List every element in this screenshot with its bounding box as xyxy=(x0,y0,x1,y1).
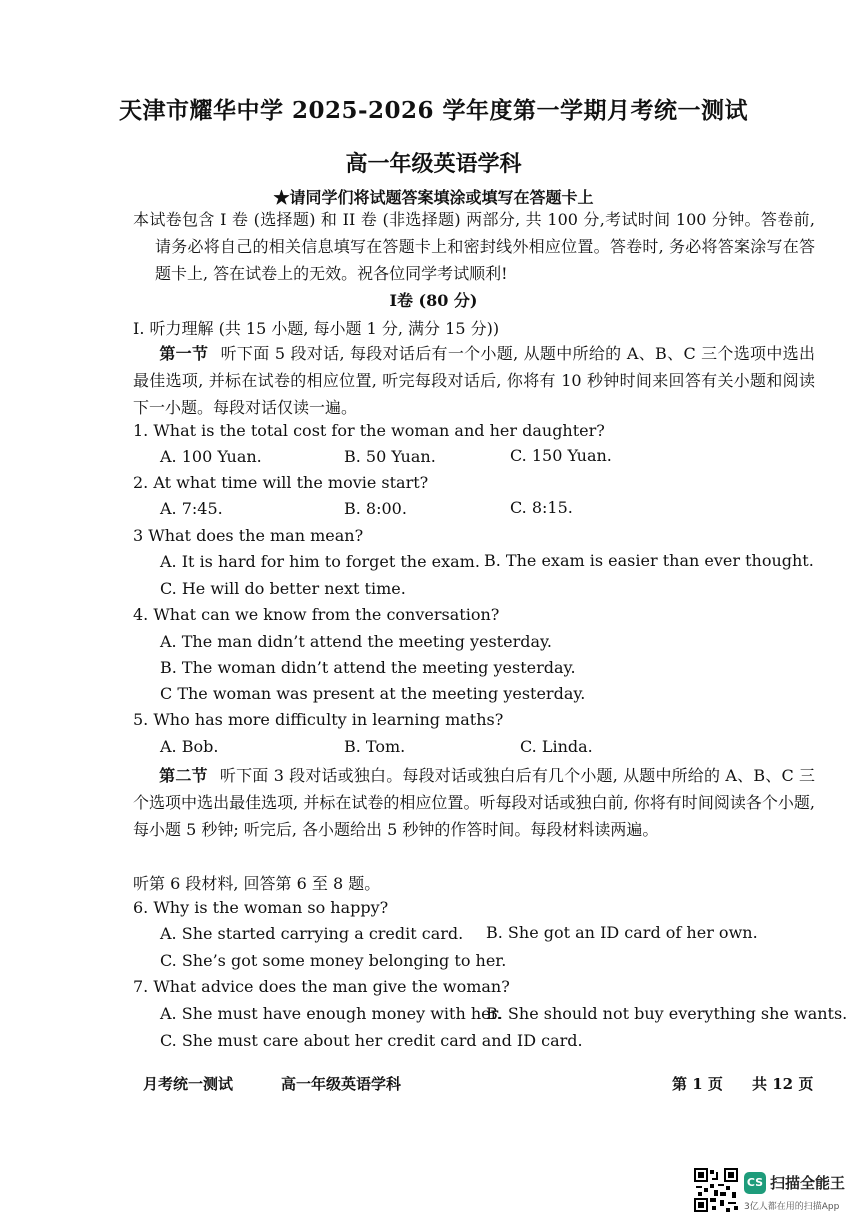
question-5-stem: 5. Who has more difficulty in learning maths? xyxy=(133,710,504,729)
section1-paragraph xyxy=(133,340,815,421)
exam-title: 天津市耀华中学 2025-2026 学年度第一学期月考统一测试 xyxy=(118,97,749,124)
question-5-option-c: C. Linda. xyxy=(520,737,593,756)
section2-text: 听下面 3 段对话或独白。每段对话或独白后有几个小题, 从题中所给的 A、B、C 三个选项中选出最佳选项, 并标在试卷的相应位置。听每段对话或独白前, 你将有时间阅读各个小题, 每小题 5 秒钟; 听完后, 各小题给出 5 秒钟的作答时间。每段材料读两遍。 xyxy=(133,766,815,839)
question-3-option-b: B. The exam is easier than ever thought. xyxy=(484,551,814,570)
question-2-option-b: B. 8:00. xyxy=(344,499,407,518)
question-2-stem: 2. At what time will the movie start? xyxy=(133,473,429,492)
volume-title: I卷 (80 分) xyxy=(389,291,478,310)
footer-exam-name: 月考统一测试 xyxy=(143,1075,234,1093)
material-6-instruction: 听第 6 段材料, 回答第 6 至 8 题。 xyxy=(133,874,381,893)
footer-page-number: 第 1 页 xyxy=(672,1075,723,1093)
answer-notice: ★请同学们将试题答案填涂或填写在答题卡上 xyxy=(273,188,594,207)
question-4-stem: 4. What can we know from the conversation? xyxy=(133,605,500,624)
question-7-stem: 7. What advice does the man give the woman? xyxy=(133,977,510,996)
camscanner-name: 扫描全能王 xyxy=(770,1174,846,1192)
part1-heading: I. 听力理解 (共 15 小题, 每小题 1 分, 满分 15 分)) xyxy=(133,319,500,338)
question-1-option-b: B. 50 Yuan. xyxy=(344,447,436,466)
footer-total-pages: 共 12 页 xyxy=(752,1075,814,1093)
footer-subject: 高一年级英语学科 xyxy=(281,1075,402,1093)
question-7-option-b: B. She should not buy everything she wants. xyxy=(486,1004,848,1023)
question-6-option-c: C. She’s got some money belonging to her. xyxy=(160,951,507,970)
question-3-stem: 3 What does the man mean? xyxy=(133,526,364,545)
section1-text: 听下面 5 段对话, 每段对话后有一个小题, 从题中所给的 A、B、C 三个选项中选出最佳选项, 并标在试卷的相应位置, 听完每段对话后, 你将有 10 秒钟时间来回答有关小题和阅读下一小题。每段对话仅读一遍。 xyxy=(133,344,815,417)
intro-paragraph: 本试卷包含 I 卷 (选择题) 和 II 卷 (非选择题) 两部分, 共 100 分,考试时间 100 分钟。答卷前, 请务必将自己的相关信息填写在答题卡上和密封线外相应位置。答卷时, 务必将答案涂写在答题卡上, 答在试卷上的无效。祝各位同学考试顺利! xyxy=(133,210,815,283)
question-4-option-a: A. The man didn’t attend the meeting yesterday. xyxy=(160,632,552,651)
question-6-option-a: A. She started carrying a credit card. xyxy=(160,924,464,943)
qr-code-icon xyxy=(694,1168,738,1212)
camscanner-logo-icon: CS xyxy=(744,1172,766,1194)
question-7-option-c: C. She must care about her credit card and ID card. xyxy=(160,1031,583,1050)
section2-paragraph xyxy=(133,762,815,843)
question-2-option-a: A. 7:45. xyxy=(160,499,223,518)
section2-label: 第二节 xyxy=(159,766,208,785)
question-3-option-c: C. He will do better next time. xyxy=(160,579,406,598)
question-6-stem: 6. Why is the woman so happy? xyxy=(133,898,389,917)
question-7-option-a: A. She must have enough money with her. xyxy=(160,1004,502,1023)
question-5-option-a: A. Bob. xyxy=(160,737,219,756)
question-6-option-b: B. She got an ID card of her own. xyxy=(486,923,758,942)
question-3-option-a: A. It is hard for him to forget the exam. xyxy=(160,552,480,571)
question-5-option-b: B. Tom. xyxy=(344,737,406,756)
question-1-stem: 1. What is the total cost for the woman and her daughter? xyxy=(133,421,605,440)
question-4-option-c: C The woman was present at the meeting yesterday. xyxy=(160,684,586,703)
exam-subtitle: 高一年级英语学科 xyxy=(345,151,522,177)
question-2-option-c: C. 8:15. xyxy=(510,498,573,517)
question-1-option-a: A. 100 Yuan. xyxy=(160,447,262,466)
question-1-option-c: C. 150 Yuan. xyxy=(510,446,612,465)
camscanner-tagline: 3亿人都在用的扫描App xyxy=(744,1202,840,1212)
section1-label: 第一节 xyxy=(159,344,209,363)
question-4-option-b: B. The woman didn’t attend the meeting yesterday. xyxy=(160,658,576,677)
